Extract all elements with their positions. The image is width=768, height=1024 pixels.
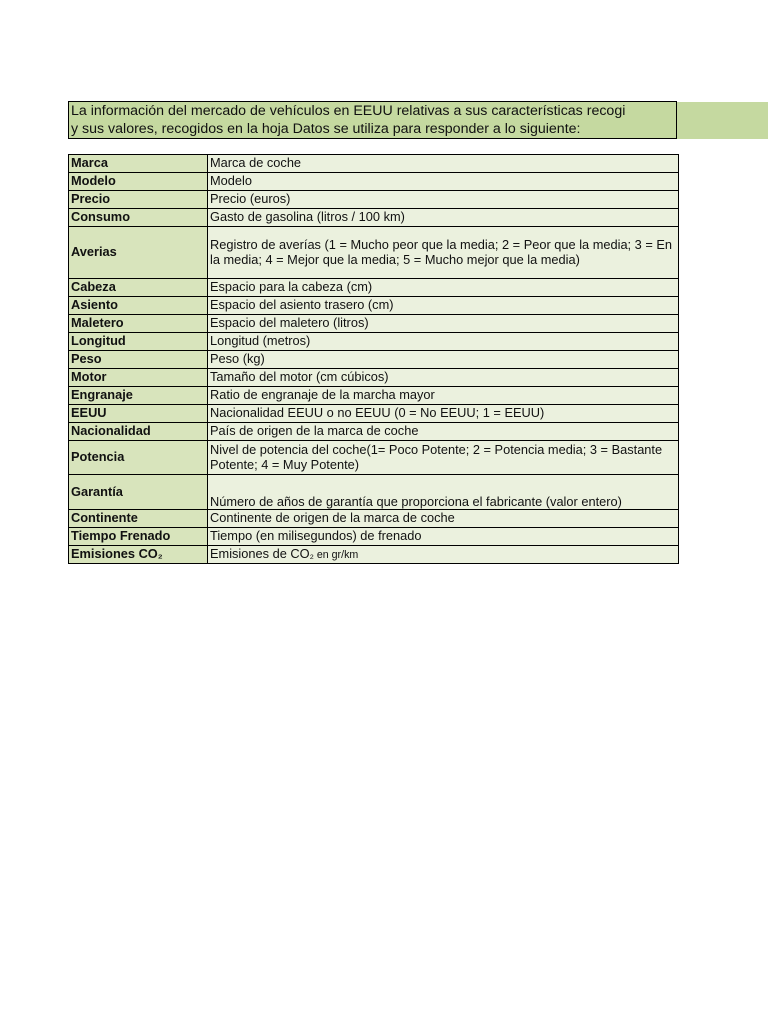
intro-line-1: La información del mercado de vehículos en EEUU relativas a sus características recogi (71, 103, 626, 119)
variable-description[interactable]: Peso (kg) (208, 351, 679, 369)
variable-description-text: Emisiones de CO (210, 545, 310, 561)
variable-name[interactable] (69, 546, 208, 564)
variable-name[interactable]: Motor (69, 369, 208, 387)
subscript: ₂ (157, 548, 163, 561)
variable-name[interactable]: Consumo (69, 209, 208, 227)
table-row (69, 510, 679, 528)
table-row (69, 173, 679, 191)
variable-description[interactable]: Nivel de potencia del coche(1= Poco Potente; 2 = Potencia media; 3 = Bastante Potente; 4 = Muy Potente) (208, 441, 679, 475)
variable-name[interactable]: Continente (69, 510, 208, 528)
variable-name[interactable]: Precio (69, 191, 208, 209)
variable-description[interactable]: Marca de coche (208, 155, 679, 173)
table-row (69, 227, 679, 279)
variable-name[interactable]: Modelo (69, 173, 208, 191)
variable-description[interactable]: Espacio para la cabeza (cm) (208, 279, 679, 297)
table-row (69, 155, 679, 173)
table-row (69, 279, 679, 297)
variable-description[interactable]: Número de años de garantía que proporciona el fabricante (valor entero) (208, 475, 679, 510)
variable-description[interactable]: Longitud (metros) (208, 333, 679, 351)
variable-description[interactable]: Tamaño del motor (cm cúbicos) (208, 369, 679, 387)
variable-name[interactable]: Marca (69, 155, 208, 173)
table-row (69, 315, 679, 333)
variable-name[interactable]: Cabeza (69, 279, 208, 297)
table-row (69, 297, 679, 315)
header-fill-strip (677, 102, 768, 139)
table-row (69, 209, 679, 227)
table-row (69, 475, 679, 510)
variable-description[interactable]: Nacionalidad EEUU o no EEUU (0 = No EEUU; 1 = EEUU) (208, 405, 679, 423)
variable-name[interactable]: Maletero (69, 315, 208, 333)
variable-name[interactable]: Potencia (69, 441, 208, 475)
variable-description[interactable] (208, 546, 679, 564)
table-row (69, 387, 679, 405)
variable-description[interactable]: Continente de origen de la marca de coche (208, 510, 679, 528)
variable-description[interactable]: Tiempo (en milisegundos) de frenado (208, 528, 679, 546)
variable-name[interactable]: Engranaje (69, 387, 208, 405)
variable-description[interactable]: Espacio del maletero (litros) (208, 315, 679, 333)
variable-description[interactable]: Modelo (208, 173, 679, 191)
variable-description[interactable]: Ratio de engranaje de la marcha mayor (208, 387, 679, 405)
variable-name[interactable]: Peso (69, 351, 208, 369)
table-row (69, 405, 679, 423)
variable-name[interactable]: Tiempo Frenado (69, 528, 208, 546)
variable-name[interactable]: Garantía (69, 475, 208, 510)
variables-table (68, 154, 679, 564)
subscript: ₂ (309, 548, 314, 561)
variable-description[interactable]: Registro de averías (1 = Mucho peor que la media; 2 = Peor que la media; 3 = En la media; 4 = Mejor que la media; 5 = Mucho mejor que la media) (208, 227, 679, 279)
table-row (69, 351, 679, 369)
variable-description[interactable]: Espacio del asiento trasero (cm) (208, 297, 679, 315)
variable-name[interactable]: EEUU (69, 405, 208, 423)
table-row (69, 423, 679, 441)
variable-description-suffix: en gr/km (313, 548, 359, 561)
variable-description[interactable]: Gasto de gasolina (litros / 100 km) (208, 209, 679, 227)
table-row (69, 369, 679, 387)
variable-name[interactable]: Averias (69, 227, 208, 279)
table-row (69, 191, 679, 209)
table-row (69, 333, 679, 351)
intro-text-cell[interactable] (68, 101, 677, 139)
table-row (69, 546, 679, 564)
table-row (69, 441, 679, 475)
variable-name[interactable]: Nacionalidad (69, 423, 208, 441)
intro-line-2: y sus valores, recogidos en la hoja Datos se utiliza para responder a lo siguiente: (71, 121, 581, 137)
variable-description[interactable]: País de origen de la marca de coche (208, 423, 679, 441)
variable-name[interactable]: Longitud (69, 333, 208, 351)
variable-description[interactable]: Precio (euros) (208, 191, 679, 209)
variable-name-text: Emisiones CO (71, 545, 158, 561)
table-row (69, 528, 679, 546)
variable-name[interactable]: Asiento (69, 297, 208, 315)
